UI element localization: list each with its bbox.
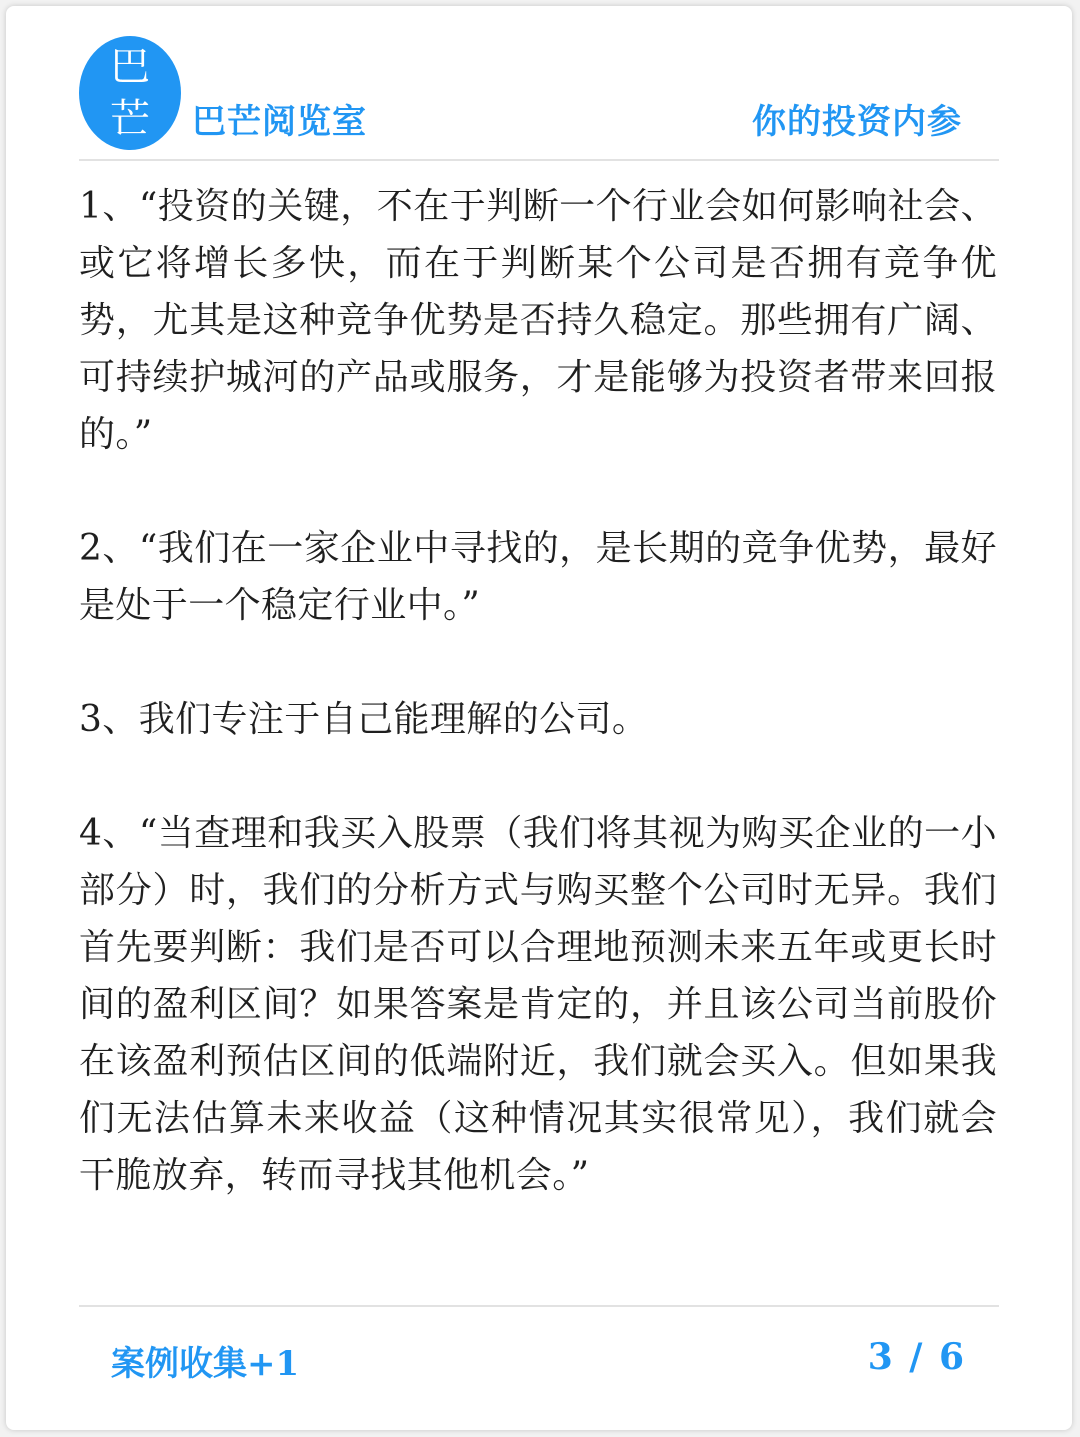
paragraph-1: 1、“投资的关键，不在于判断一个行业会如何影响社会、或它将增长多快，而在于判断某个公司是否拥有竞争优势，尤其是这种竞争优势是否持久稳定。那些拥有广阔、可持续护城河的产品或服务，才是能够为投资者带来回报的。” <box>79 186 997 455</box>
brand-logo <box>79 36 181 150</box>
article-card <box>6 6 1072 1430</box>
footer-divider <box>79 1305 999 1307</box>
tagline: 你的投资内参 <box>752 102 962 142</box>
logo-char-1: 巴 <box>110 44 150 90</box>
article-body <box>79 178 997 1204</box>
paragraph-2: 2、“我们在一家企业中寻找的，是长期的竞争优势，最好是处于一个稳定行业中。” <box>79 528 997 626</box>
brand-name: 巴芒阅览室 <box>192 102 367 142</box>
page-indicator: 3 / 6 <box>867 1336 966 1378</box>
logo-char-2: 芒 <box>110 96 150 142</box>
paragraph-3: 3、我们专注于自己能理解的公司。 <box>79 699 649 740</box>
footer-label: 案例收集+1 <box>111 1344 300 1384</box>
paragraph-4: 4、“当查理和我买入股票（我们将其视为购买企业的一小部分）时，我们的分析方式与购买整个公司时无异。我们首先要判断：我们是否可以合理地预测未来五年或更长时间的盈利区间？如果答案是肯定的，并且该公司当前股价在该盈利预估区间的低端附近，我们就会买入。但如果我们无法估算未来收益（这种情况其实很常见），我们就会干脆放弃，转而寻找其他机会。” <box>79 813 997 1196</box>
header-divider <box>79 159 999 161</box>
